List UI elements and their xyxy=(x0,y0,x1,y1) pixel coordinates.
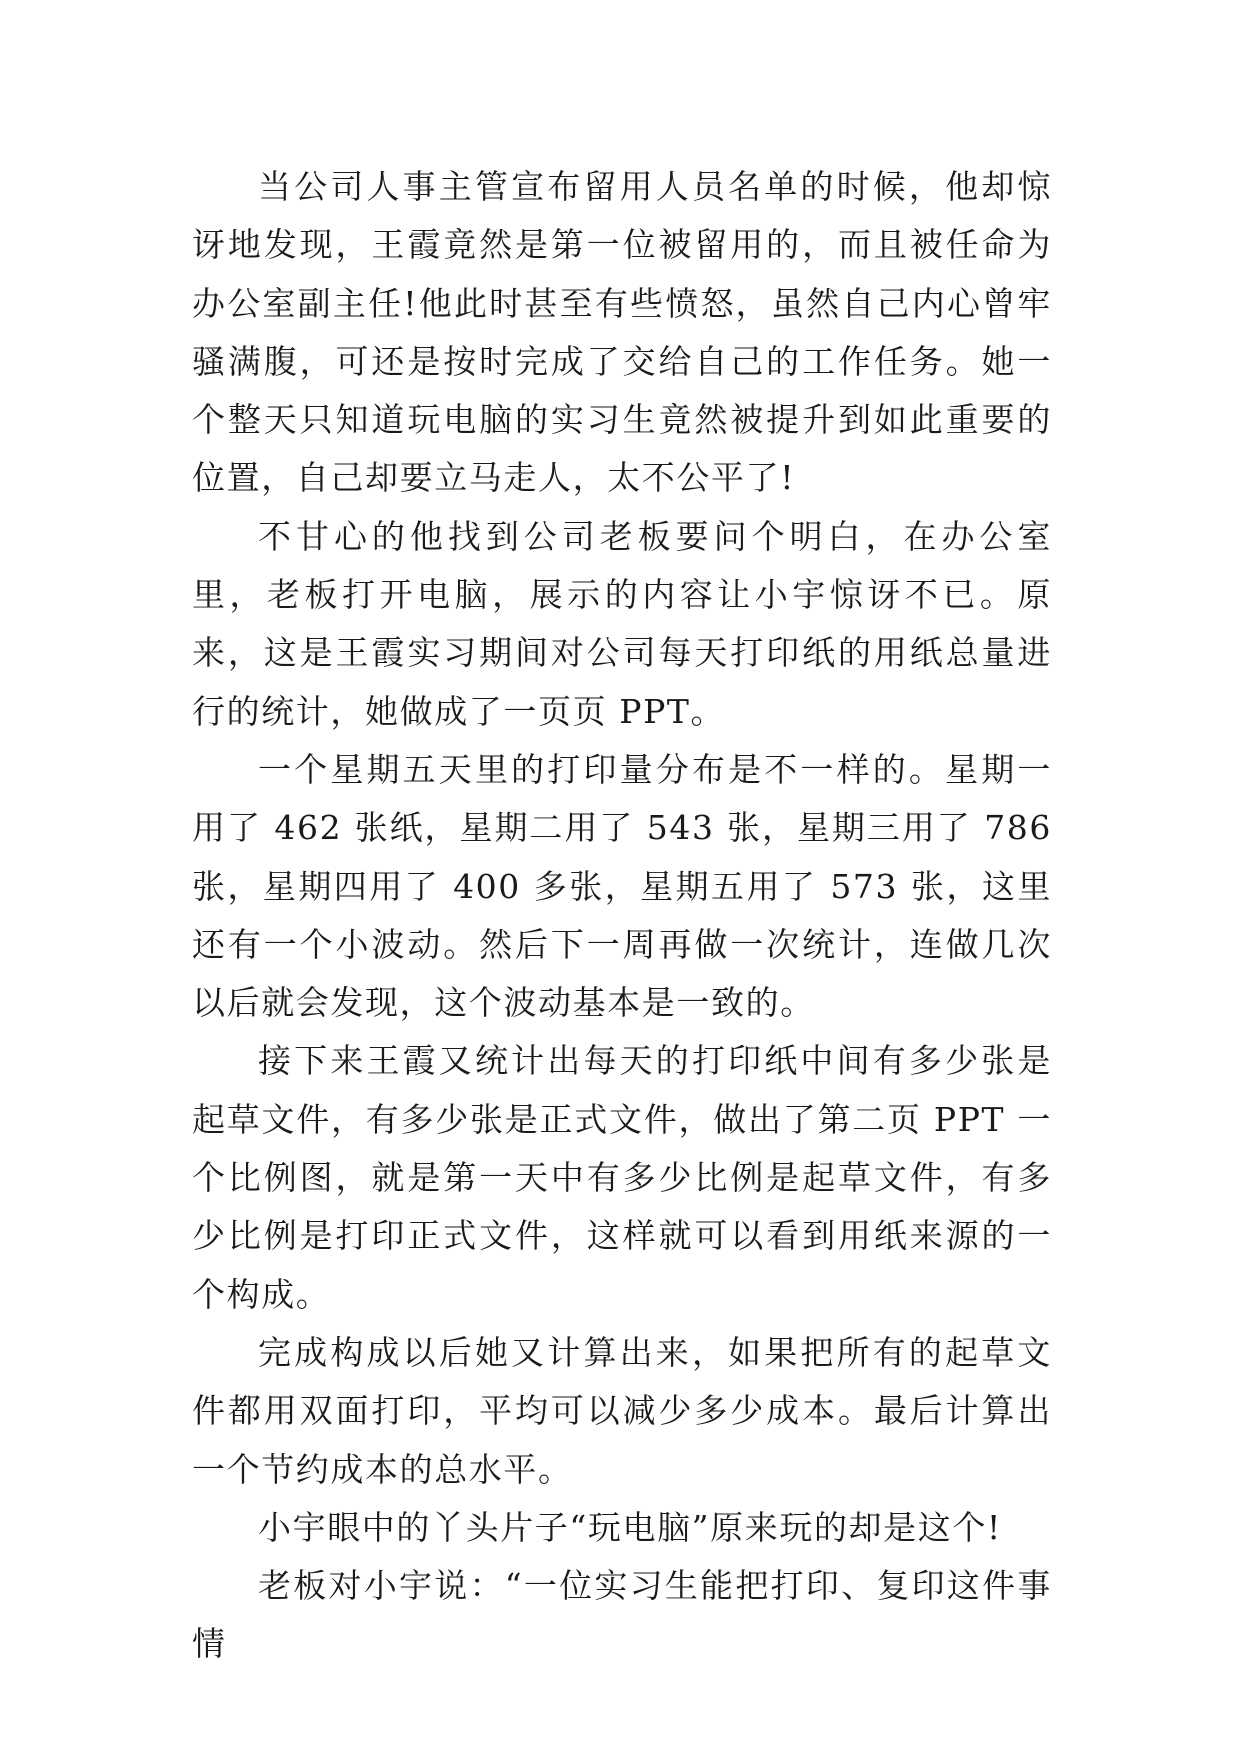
paragraph-6: 小宇眼中的丫头片子“玩电脑”原来玩的却是这个! xyxy=(258,1507,1002,1547)
document-body xyxy=(192,158,1052,1674)
paragraph-7: 老板对小宇说：“一位实习生能把打印、复印这件事情 xyxy=(192,1566,1052,1664)
paragraph-2: 不甘心的他找到公司老板要问个明白，在办公室里，老板打开电脑，展示的内容让小宇惊讶不已。原来，这是王霞实习期间对公司每天打印纸的用纸总量进行的统计，她做成了一页页 PPT。 xyxy=(192,516,1052,731)
paragraph-4: 接下来王霞又统计出每天的打印纸中间有多少张是起草文件，有多少张是正式文件，做出了第二页 PPT 一个比例图，就是第一天中有多少比例是起草文件，有多少比例是打印正式文件，这样就可以看到用纸来源的一个构成。 xyxy=(192,1041,1052,1314)
paragraph-1: 当公司人事主管宣布留用人员名单的时候，他却惊讶地发现，王霞竟然是第一位被留用的，而且被任命为办公室副主任!他此时甚至有些愤怒，虽然自己内心曾牢骚满腹，可还是按时完成了交给自己的工作任务。她一个整天只知道玩电脑的实习生竟然被提升到如此重要的位置，自己却要立马走人，太不公平了! xyxy=(192,167,1052,498)
paragraph-3: 一个星期五天里的打印量分布是不一样的。星期一用了 462 张纸，星期二用了 543 张，星期三用了 786 张，星期四用了 400 多张，星期五用了 573 张，这里还有一个小波动。然后下一周再做一次统计，连做几次以后就会发现，这个波动基本是一致的。 xyxy=(192,749,1052,1023)
paragraph-5: 完成构成以后她又计算出来，如果把所有的起草文件都用双面打印，平均可以减少多少成本。最后计算出一个节约成本的总水平。 xyxy=(192,1332,1052,1489)
